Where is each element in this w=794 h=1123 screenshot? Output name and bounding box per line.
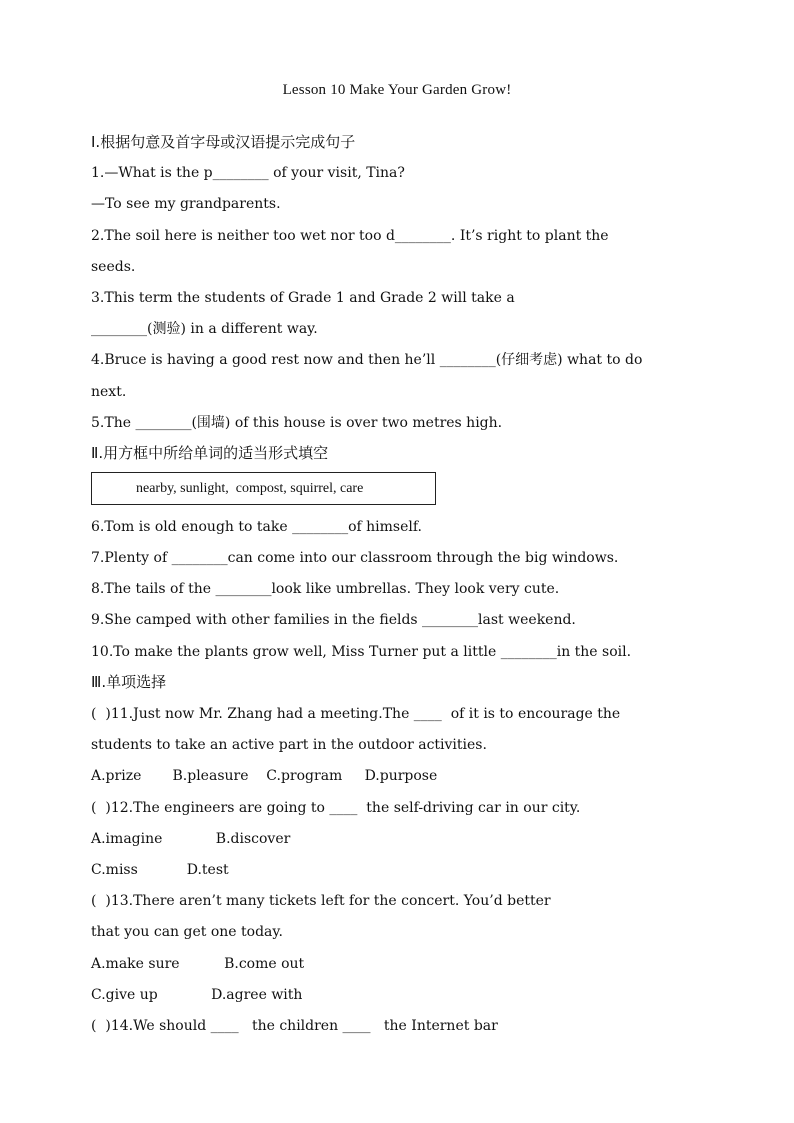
question-line: 6.Tom is old enough to take ________of himself.: [91, 519, 422, 535]
question-line: ( )14.We should ____ the children ____ the Internet bar: [91, 1018, 498, 1034]
section-heading-2: Ⅱ.用方框中所给单词的适当形式填空: [91, 444, 329, 462]
section-heading-1: Ⅰ.根据句意及首字母或汉语提示完成句子: [91, 133, 356, 151]
question-line: 2.The soil here is neither too wet nor too d________. It’s right to plant the: [91, 228, 609, 244]
question-line: ( )12.The engineers are going to ____ the self-driving car in our city.: [91, 800, 581, 816]
question-line: 9.She camped with other families in the fields ________last weekend.: [91, 612, 576, 628]
options-line: A.make sure B.come out: [91, 956, 305, 972]
page-title: Lesson 10 Make Your Garden Grow!: [282, 82, 512, 98]
question-line: 4.Bruce is having a good rest now and then he’ll ________(仔细考虑) what to do: [91, 352, 643, 368]
question-line: next.: [91, 384, 127, 400]
question-line: that you can get one today.: [91, 924, 283, 940]
word-box-text: nearby, sunlight, compost, squirrel, care: [136, 481, 364, 496]
question-line: 3.This term the students of Grade 1 and Grade 2 will take a: [91, 290, 515, 306]
section-heading-3: Ⅲ.单项选择: [91, 673, 167, 691]
options-line: C.miss D.test: [91, 862, 229, 878]
question-line: 7.Plenty of ________can come into our classroom through the big windows.: [91, 550, 619, 566]
question-line: 5.The ________(围墙) of this house is over two metres high.: [91, 415, 503, 431]
answer-line: —To see my grandparents.: [91, 196, 281, 212]
question-line: ( )11.Just now Mr. Zhang had a meeting.The ____ of it is to encourage the: [91, 706, 621, 722]
options-line: C.give up D.agree with: [91, 987, 303, 1003]
question-line: 8.The tails of the ________look like umbrellas. They look very cute.: [91, 581, 560, 597]
question-line: 1.—What is the p________ of your visit, Tina?: [91, 165, 405, 181]
question-line: seeds.: [91, 259, 136, 275]
options-line: A.prize B.pleasure C.program D.purpose: [91, 768, 438, 784]
options-line: A.imagine B.discover: [91, 831, 291, 847]
word-box: [91, 472, 436, 505]
question-line: ( )13.There aren’t many tickets left for the concert. You’d better: [91, 893, 551, 909]
question-line: students to take an active part in the outdoor activities.: [91, 737, 487, 753]
question-line: ________(测验) in a different way.: [91, 321, 318, 337]
question-line: 10.To make the plants grow well, Miss Turner put a little ________in the soil.: [91, 644, 632, 660]
